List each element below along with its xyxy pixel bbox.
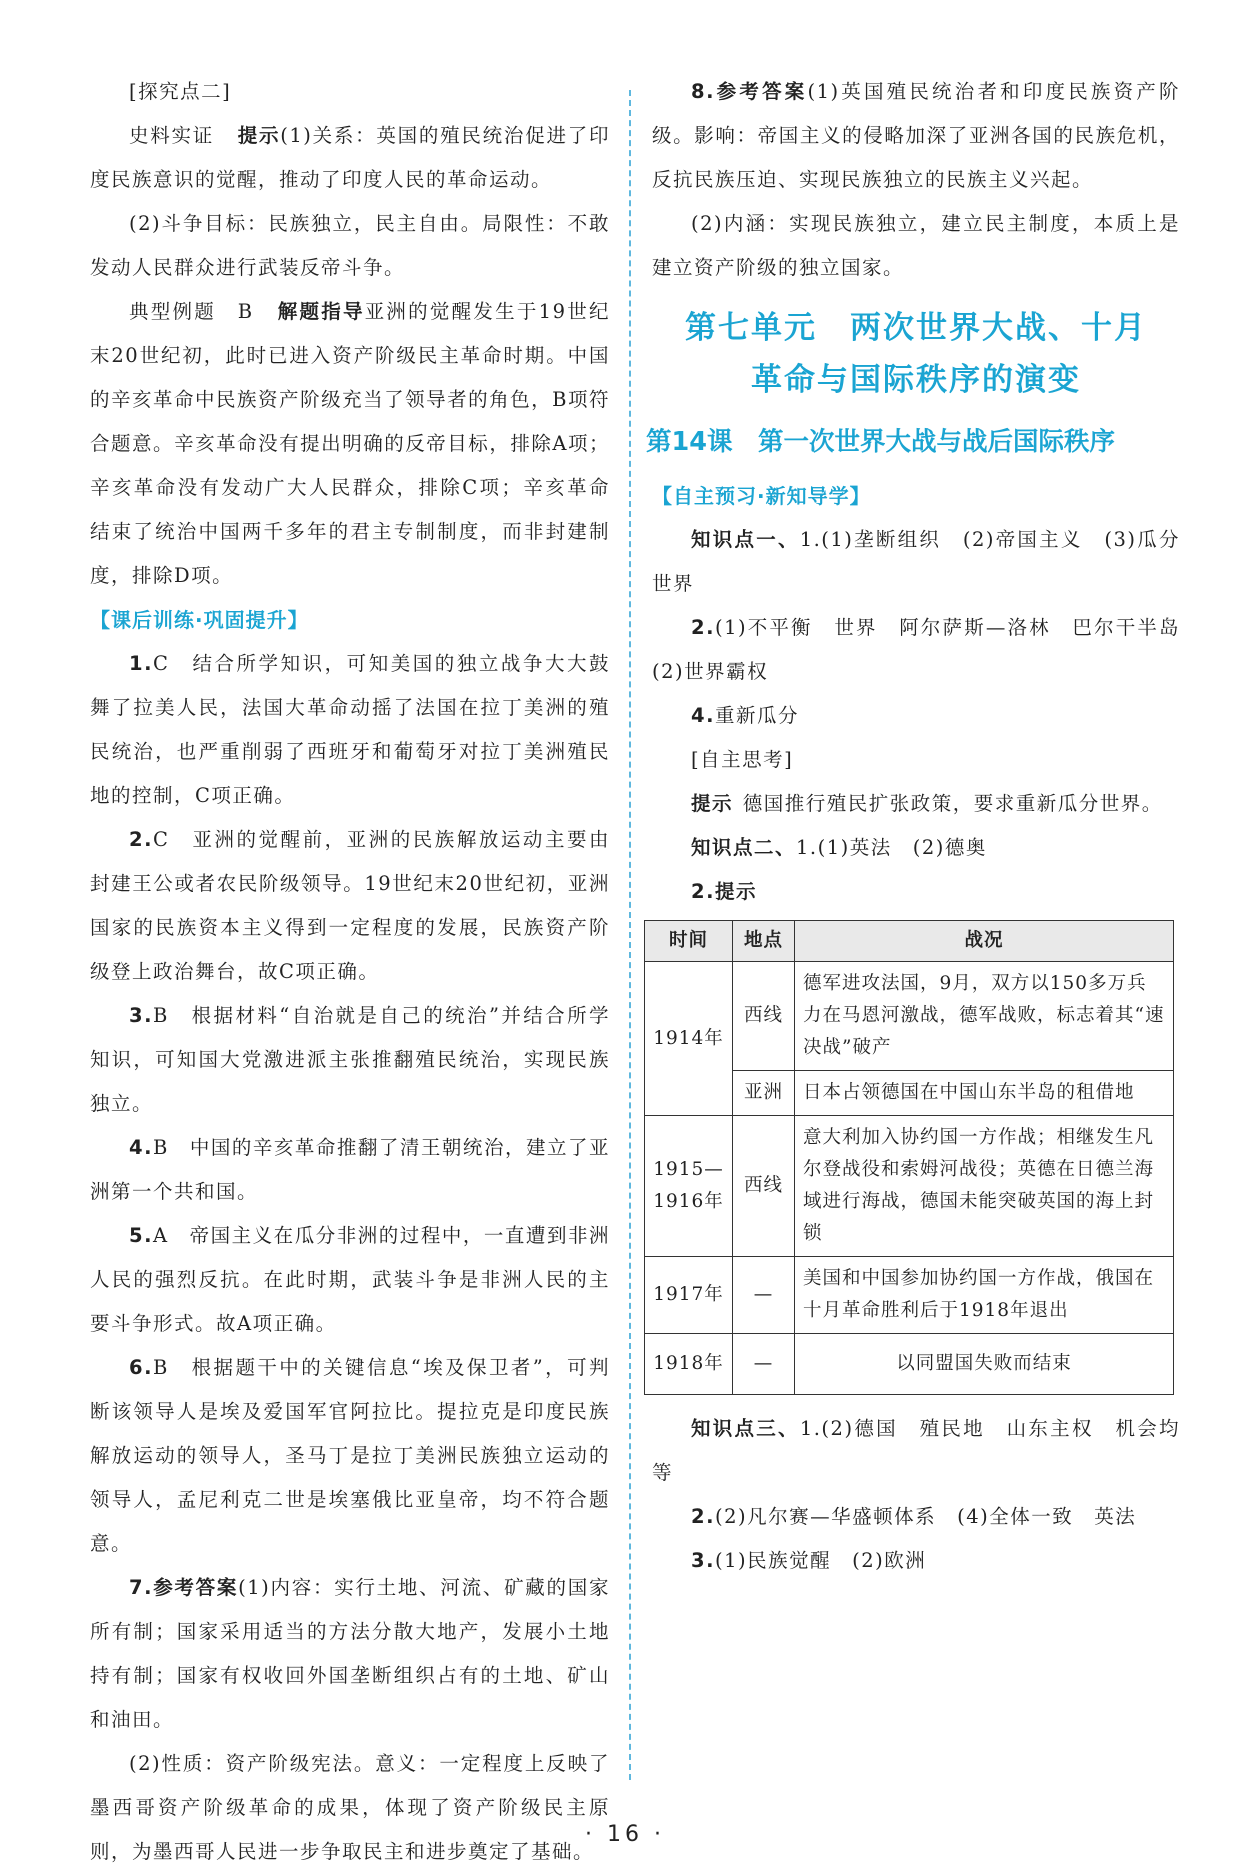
header-time: 时间 [645, 921, 733, 962]
answer-4 [90, 1126, 610, 1214]
knowledge-point-2-item-2-number: 2. [691, 880, 715, 903]
table-row [645, 1334, 1174, 1395]
answer-8-part-2: (2)内涵：实现民族独立，建立民主制度，本质上是建立资产阶级的独立国家。 [652, 212, 1180, 279]
knowledge-point-3-item-3 [652, 1539, 1180, 1583]
inquiry-point-two-heading: [探究点二] [129, 80, 232, 103]
answer-7-label: 参考答案 [152, 1576, 239, 1599]
preview-section-title: 【自主预习·新知导学】 [652, 484, 871, 508]
answer-7-part-2: (2)性质：资产阶级宪法。意义：一定程度上反映了墨西哥资产阶级革命的成果，体现了资产阶级民主原则，为墨西哥人民进一步争取民主和进步奠定了基础。 [90, 1752, 610, 1863]
knowledge-point-3-text: 1.(2)德国 殖民地 山东主权 机会均等 [652, 1417, 1180, 1484]
war-situation-table [644, 920, 1174, 1395]
lesson-title: 第14课 第一次世界大战与战后国际秩序 [646, 427, 1115, 457]
self-think-hint-text: 德国推行殖民扩张政策，要求重新瓜分世界。 [742, 792, 1163, 815]
knowledge-point-3-item-2-text: (2)凡尔赛—华盛顿体系 (4)全体一致 英法 [714, 1505, 1137, 1528]
answer-8-number: 8. [691, 80, 715, 103]
row-1914-west-status: 德军进攻法国，9月，双方以150多万兵力在马恩河激战，德军战败，标志着其“速决战”破产 [795, 962, 1174, 1071]
answer-2-number: 2. [129, 828, 153, 851]
answer-8-label: 参考答案 [714, 80, 808, 103]
struggle-goal-paragraph: (2)斗争目标：民族独立，民主自由。局限性：不敢发动人民群众进行武装反帝斗争。 [90, 212, 610, 279]
answer-4-text: B 中国的辛亥革命推翻了清王朝统治，建立了亚洲第一个共和国。 [90, 1136, 610, 1203]
answer-4-number: 4. [129, 1136, 153, 1159]
knowledge-point-1-item-2-text: (1)不平衡 世界 阿尔萨斯—洛林 巴尔干半岛 (2)世界霸权 [652, 616, 1202, 683]
answer-3 [90, 994, 610, 1126]
knowledge-point-3-label: 知识点三、 [691, 1417, 800, 1440]
knowledge-point-2-label: 知识点二、 [691, 836, 797, 859]
answer-7 [90, 1566, 610, 1742]
hint-label: 提示 [237, 124, 281, 147]
row-1914-asia-place: 亚洲 [733, 1071, 795, 1116]
typical-example-text: 亚洲的觉醒发生于19世纪末20世纪初，此时已进入资产阶级民主革命时期。中国的辛亥革命中民族资产阶级充当了领导者的角色，B项符合题意。辛亥革命没有提出明确的反帝目标，排除A项；辛亥革命没有发动广大人民群众，排除C项；辛亥革命结束了统治中国两千多年的君主专制制度，而非封建制度，排除D项。 [90, 300, 610, 587]
self-think-heading: [自主思考] [691, 748, 794, 771]
answer-5-text: A 帝国主义在瓜分非洲的过程中，一直遭到非洲人民的强烈反抗。在此时期，武装斗争是非洲人民的主要斗争形式。故A项正确。 [90, 1224, 610, 1335]
knowledge-point-1-item-4-number: 4. [691, 704, 715, 727]
knowledge-point-3-item-3-number: 3. [691, 1549, 715, 1572]
row-1917-place: — [733, 1257, 795, 1334]
answer-2 [90, 818, 610, 994]
knowledge-point-1-item-4-text: 重新瓜分 [714, 704, 799, 727]
knowledge-point-2-item-2-label: 提示 [714, 880, 757, 903]
answer-3-text: B 根据材料“自治就是自己的统治”并结合所学知识，可知国大党激进派主张推翻殖民统治，实现民族独立。 [90, 1004, 610, 1115]
column-divider [629, 90, 631, 1780]
row-1915-time: 1915—1916年 [645, 1116, 733, 1257]
answer-5 [90, 1214, 610, 1346]
header-place: 地点 [733, 921, 795, 962]
table-row [645, 1116, 1174, 1257]
knowledge-point-1 [652, 518, 1180, 606]
after-class-section-title: 【课后训练·巩固提升】 [90, 608, 309, 632]
unit-title [652, 302, 1180, 406]
left-column [90, 70, 610, 1874]
knowledge-point-1-item-2 [652, 606, 1202, 694]
answer-7-number: 7. [129, 1576, 153, 1599]
row-1914-west-place: 西线 [733, 962, 795, 1071]
row-1914-asia-status: 日本占领德国在中国山东半岛的租借地 [795, 1071, 1174, 1116]
typical-example-paragraph [90, 290, 610, 598]
table-header-row [645, 921, 1174, 962]
answer-6 [90, 1346, 610, 1566]
evidence-text: (1)关系：英国的殖民统治促进了印度民族意识的觉醒，推动了印度人民的革命运动。 [90, 124, 610, 191]
unit-title-line-1: 第七单元 两次世界大战、十月 [685, 310, 1147, 346]
knowledge-point-3-item-2 [652, 1495, 1180, 1539]
row-1918-status: 以同盟国失败而结束 [795, 1334, 1174, 1395]
unit-title-line-2: 革命与国际秩序的演变 [751, 362, 1081, 398]
table-row [645, 1257, 1174, 1334]
row-1915-status: 意大利加入协约国一方作战；相继发生凡尔登战役和索姆河战役；英德在日德兰海域进行海战，德国未能突破英国的海上封锁 [795, 1116, 1174, 1257]
row-1917-time: 1917年 [645, 1257, 733, 1334]
table-row [645, 962, 1174, 1071]
knowledge-point-1-text: 1.(1)垄断组织 (2)帝国主义 (3)瓜分世界 [652, 528, 1180, 595]
answer-1 [90, 642, 610, 818]
self-think-hint [652, 782, 1180, 826]
row-1915-place: 西线 [733, 1116, 795, 1257]
knowledge-point-2-item-2 [652, 870, 1180, 914]
answer-7-text: (1)内容：实行土地、河流、矿藏的国家所有制；国家采用适当的方法分散大地产，发展小土地持有制；国家有权收回外国垄断组织占有的土地、矿山和油田。 [90, 1576, 610, 1731]
evidence-paragraph [90, 114, 610, 202]
self-think-hint-label: 提示 [691, 792, 734, 815]
knowledge-point-2-text: 1.(1)英法 (2)德奥 [796, 836, 987, 859]
knowledge-point-1-item-2-number: 2. [691, 616, 715, 639]
row-1918-time: 1918年 [645, 1334, 733, 1395]
answer-5-number: 5. [129, 1224, 153, 1247]
row-1914-time: 1914年 [645, 962, 733, 1116]
row-1917-status: 美国和中国参加协约国一方作战，俄国在十月革命胜利后于1918年退出 [795, 1257, 1174, 1334]
knowledge-point-1-label: 知识点一、 [691, 528, 800, 551]
answer-3-number: 3. [129, 1004, 153, 1027]
row-1918-place: — [733, 1334, 795, 1395]
page-number: · 16 · [585, 1822, 665, 1847]
knowledge-point-2 [652, 826, 1180, 870]
knowledge-point-3-item-2-number: 2. [691, 1505, 715, 1528]
header-status: 战况 [795, 921, 1174, 962]
solution-guide-label: 解题指导 [276, 300, 365, 323]
answer-8-text: (1)英国殖民统治者和印度民族资产阶级。影响：帝国主义的侵略加深了亚洲各国的民族危机，反抗民族压迫、实现民族独立的民族主义兴起。 [652, 80, 1180, 191]
knowledge-point-1-item-4 [652, 694, 1180, 738]
answer-2-text: C 亚洲的觉醒前，亚洲的民族解放运动主要由封建王公或者农民阶级领导。19世纪末20世纪初，亚洲国家的民族资本主义得到一定程度的发展，民族资产阶级登上政治舞台，故C项正确。 [90, 828, 610, 983]
answer-6-text: B 根据题干中的关键信息“埃及保卫者”，可判断该领导人是埃及爱国军官阿拉比。提拉克是印度民族解放运动的领导人，圣马丁是拉丁美洲民族独立运动的领导人，孟尼利克二世是埃塞俄比亚皇帝，均不符合题意。 [90, 1356, 610, 1555]
knowledge-point-3 [652, 1407, 1180, 1495]
answer-8 [652, 70, 1180, 202]
answer-1-text: C 结合所学知识，可知美国的独立战争大大鼓舞了拉美人民，法国大革命动摇了法国在拉丁美洲的殖民统治，也严重削弱了西班牙和葡萄牙对拉丁美洲殖民地的控制，C项正确。 [90, 652, 610, 807]
typical-example-label: 典型例题 B [129, 300, 254, 323]
knowledge-point-3-item-3-text: (1)民族觉醒 (2)欧洲 [714, 1549, 927, 1572]
right-column [646, 70, 1202, 1583]
answer-6-number: 6. [129, 1356, 153, 1379]
evidence-label: 史料实证 [129, 124, 215, 147]
answer-1-number: 1. [129, 652, 153, 675]
